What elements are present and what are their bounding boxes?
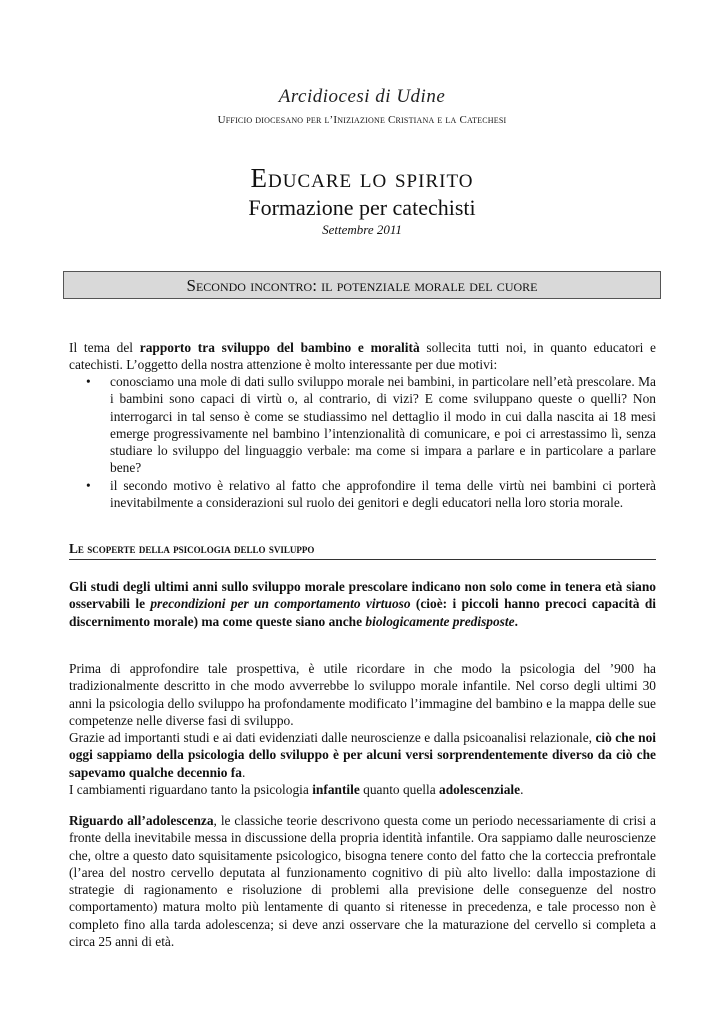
list-item (86, 373, 656, 477)
bullet-icon: • (86, 477, 91, 493)
document-title: Educare lo spirito (250, 163, 474, 193)
document-date: Settembre 2011 (322, 222, 402, 237)
intro-paragraph (69, 339, 656, 374)
para3-text-6: . (520, 782, 524, 798)
para3-text-5: quanto quella (359, 782, 440, 798)
intro-text-1: Il tema del (69, 340, 140, 355)
diocese-name: Arcidiocesi di Udine (278, 86, 446, 107)
office-name: Ufficio diocesano per l’Iniziazione Cristiana e la Catechesi (217, 114, 507, 126)
para2-text-2: (cioè: i piccoli hanno precoci capacità di discernimento morale) ma come queste siano anche (69, 596, 656, 629)
para3-bold-1: ciò che noi oggi sappiamo della psicologia dello sviluppo è per alcuni versi sorprendentemente diverso da ciò che sapevamo qualche decennio fa (69, 730, 656, 780)
para3-text-4: I cambiamenti riguardano tanto la psicologia (69, 782, 313, 798)
para4-bold: Riguardo all’adolescenza (69, 813, 214, 828)
para2-italic-1: precondizioni per un comportamento virtuoso (150, 596, 411, 612)
para4-text: , le classiche teorie descrivono questa come un periodo necessariamente di crisi a fronte della inevitabile messa in discussione della propria identità infantile. Ora sappiamo dalle neuroscienze che, oltre a questo dato squisitamente psicologico, bisogna tenere conto del fatto che la corteccia prefrontale (l’area del nostro cervello deputata al funzionamento cognitivo di più alto livello: dalla impostazione di strategie di ragionamento e risoluzione di problemi alla previsione delle conseguenze del nostro comportamento) matura molto più lentamente di quanto si ritenesse in precedenza, e tale processo non è completo fino alla tarda adolescenza; si deve anzi osservare che la maturazione del cervello si completa a circa 25 anni di età. (69, 813, 656, 950)
intro-text-2: sollecita tutti noi, in quanto educatori e catechisti. L’oggetto della nostra attenzione è molto interessante per due motivi: (69, 340, 657, 373)
bullet-icon: • (86, 374, 91, 389)
para3-text-3: . (241, 764, 246, 780)
list-item (86, 477, 656, 512)
para3-bold-2: infantile (312, 782, 360, 798)
paragraph-findings (69, 578, 656, 630)
para2-text-1: Gli studi degli ultimi anni sullo sviluppo morale prescolare indicano non solo come in tenera età siano osservabili le (69, 579, 656, 612)
list-item-text: il secondo motivo è relativo al fatto che approfondire il tema delle virtù nei bambini ci porterà inevitabilmente a considerazioni sul ruolo dei genitori e degli educatori nella loro storia morale. (110, 477, 656, 511)
list-item-text: conosciamo una mole di dati sullo sviluppo morale nei bambini, in particolare nell’età prescolare. Ma i bambini sono capaci di virtù o, al contrario, di vizi? E come sviluppano queste o quelli? Non interrogarci in tal senso è come se studiassimo nel dettaglio il modo in cui dalla nascita ai 18 mesi emerge progressivamente nel bambino l’intenzionalità di comunicare, e poi ci arrestassimo lì, senza studiare lo sviluppo del linguaggio verbale: ma come si impara a parlare e in particolare a parlare bene? (110, 374, 656, 476)
section-title: Secondo incontro: il potenziale morale del cuore (186, 276, 538, 295)
paragraph-adolescence (69, 812, 656, 950)
para3-text-2: Grazie ad importanti studi e ai dati evidenziati dalle neuroscienze e dalla psicoanalisi relazionale, (69, 730, 596, 746)
para2-italic-2: biologicamente predisposte (365, 613, 515, 629)
intro-bold: rapporto tra sviluppo del bambino e moralità (139, 340, 420, 355)
para3-text-1: Prima di approfondire tale prospettiva, è utile ricordare in che modo la psicologia del ’900 ha tradizionalmente descritto in che modo avverrebbe lo sviluppo morale infantile. Nel corso degli ultimi 30 anni la psicologia dello sviluppo ha profondamente modificato l’immagine del bambino e la mappa delle sue competenze nelle diverse fasi di sviluppo. (69, 661, 656, 728)
paragraph-history (69, 660, 656, 798)
section-title-box (63, 271, 661, 299)
bullet-list (86, 373, 656, 511)
document-subtitle: Formazione per catechisti (248, 195, 476, 220)
para3-bold-3: adolescenziale (439, 782, 521, 798)
para2-text-3: . (514, 613, 518, 629)
subheading: Le scoperte della psicologia dello sviluppo (69, 541, 656, 560)
